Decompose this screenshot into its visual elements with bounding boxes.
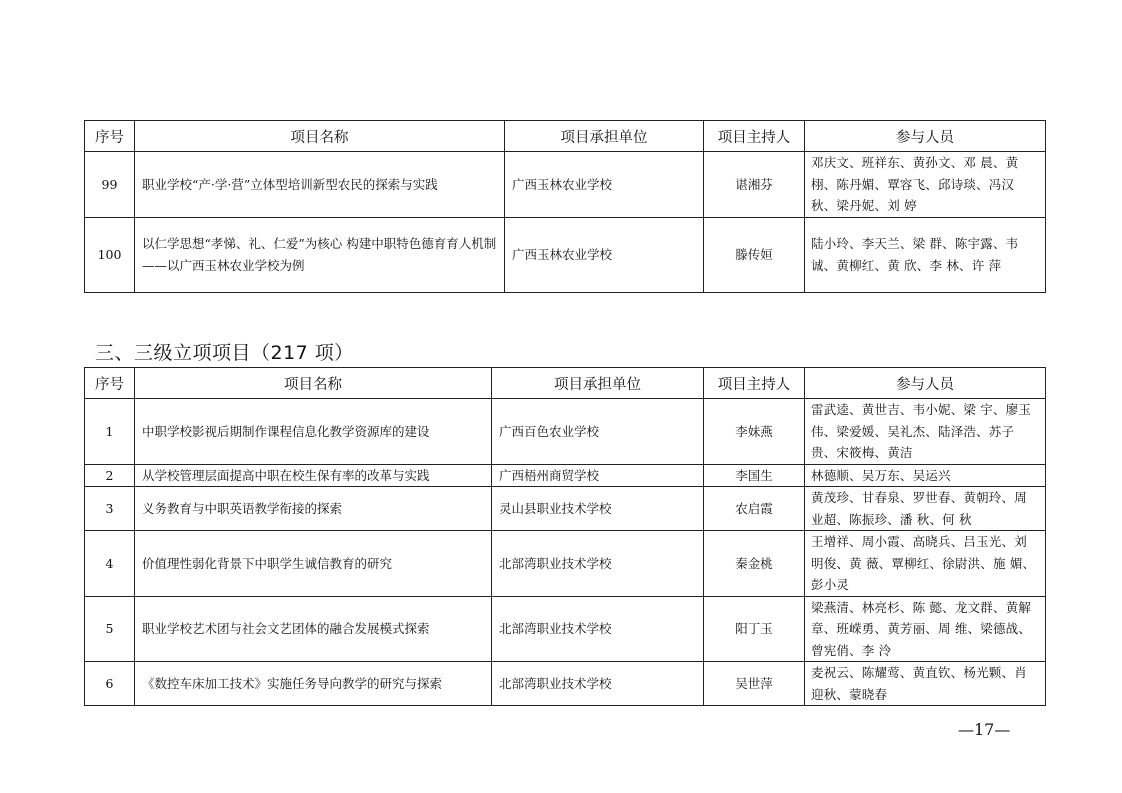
header-num: 序号 (85, 121, 135, 152)
row-project-name: 义务教育与中职英语教学衔接的探索 (135, 487, 492, 531)
row-num: 99 (85, 152, 135, 218)
row-host: 李妹燕 (704, 399, 805, 465)
row-project-name: 中职学校影视后期制作课程信息化教学资源库的建设 (135, 399, 492, 465)
row-project-name: 职业学校“产·学·营”立体型培训新型农民的探索与实践 (135, 152, 505, 218)
row-members: 邓庆文、班祥东、黄孙文、邓 晨、黄 栩、陈丹媚、覃容飞、邱诗琰、冯汉秋、梁丹妮、刘 婷 (805, 152, 1046, 218)
row-num: 5 (85, 596, 135, 662)
row-unit: 广西玉林农业学校 (505, 217, 704, 292)
table-row (85, 217, 1046, 292)
header-project-name: 项目名称 (135, 368, 492, 399)
row-members: 黄茂珍、甘春泉、罗世春、黄朝玲、周业超、陈振珍、潘 秋、何 秋 (805, 487, 1046, 531)
header-members: 参与人员 (805, 121, 1046, 152)
row-members: 雷武逵、黄世吉、韦小妮、梁 宇、廖玉伟、梁爱媛、吴礼杰、陆泽浩、苏子贵、宋筱梅、黄洁 (805, 399, 1046, 465)
table-row (85, 152, 1046, 218)
table-row (85, 662, 1046, 706)
header-num: 序号 (85, 368, 135, 399)
row-host: 吴世萍 (704, 662, 805, 706)
table-row (85, 399, 1046, 465)
header-members: 参与人员 (805, 368, 1046, 399)
row-unit: 灵山县职业技术学校 (492, 487, 704, 531)
project-table-level2 (84, 120, 1046, 293)
table-header-row (85, 121, 1046, 152)
row-num: 1 (85, 399, 135, 465)
header-unit: 项目承担单位 (492, 368, 704, 399)
row-members: 林德顺、吴万东、吴运兴 (805, 464, 1046, 487)
row-num: 4 (85, 531, 135, 597)
row-unit: 广西玉林农业学校 (505, 152, 704, 218)
row-members: 王增祥、周小霞、高晓兵、吕玉光、刘明俊、黄 薇、覃柳红、徐尉洪、施 媚、彭小灵 (805, 531, 1046, 597)
row-members: 麦祝云、陈耀莺、黄直钦、杨光颗、肖迎秋、蒙晓春 (805, 662, 1046, 706)
row-project-name: 价值理性弱化背景下中职学生诚信教育的研究 (135, 531, 492, 597)
row-num: 2 (85, 464, 135, 487)
table-row (85, 487, 1046, 531)
page-number: —17— (958, 720, 1011, 739)
row-unit: 广西梧州商贸学校 (492, 464, 704, 487)
row-unit: 广西百色农业学校 (492, 399, 704, 465)
header-host: 项目主持人 (704, 368, 805, 399)
table-row (85, 464, 1046, 487)
row-members: 陆小玲、李天兰、梁 群、陈宇露、韦 诚、黄柳红、黄 欣、李 林、许 萍 (805, 217, 1046, 292)
table-row (85, 596, 1046, 662)
row-host: 滕传姮 (704, 217, 805, 292)
header-unit: 项目承担单位 (505, 121, 704, 152)
row-project-name: 以仁学思想“孝悌、礼、仁爱”为核心 构建中职特色德育育人机制——以广西玉林农业学校为例 (135, 217, 505, 292)
row-members: 梁燕清、林亮杉、陈 懿、龙文群、黄解章、班嵘勇、黄芳丽、周 维、梁德战、曾宪俏、李 泠 (805, 596, 1046, 662)
row-num: 6 (85, 662, 135, 706)
header-host: 项目主持人 (704, 121, 805, 152)
table-row (85, 531, 1046, 597)
section-heading: 三、三级立项项目（217 项） (95, 342, 354, 364)
row-host: 农启霞 (704, 487, 805, 531)
row-unit: 北部湾职业技术学校 (492, 596, 704, 662)
row-host: 秦金桃 (704, 531, 805, 597)
project-table-level3 (84, 367, 1046, 706)
row-project-name: 《数控车床加工技术》实施任务导向教学的研究与探索 (135, 662, 492, 706)
row-project-name: 职业学校艺术团与社会文艺团体的融合发展模式探索 (135, 596, 492, 662)
row-project-name: 从学校管理层面提高中职在校生保有率的改革与实践 (135, 464, 492, 487)
row-num: 3 (85, 487, 135, 531)
row-host: 阳丁玉 (704, 596, 805, 662)
row-host: 李国生 (704, 464, 805, 487)
table-header-row (85, 368, 1046, 399)
row-num: 100 (85, 217, 135, 292)
header-project-name: 项目名称 (135, 121, 505, 152)
row-unit: 北部湾职业技术学校 (492, 531, 704, 597)
row-host: 谌湘芬 (704, 152, 805, 218)
row-unit: 北部湾职业技术学校 (492, 662, 704, 706)
